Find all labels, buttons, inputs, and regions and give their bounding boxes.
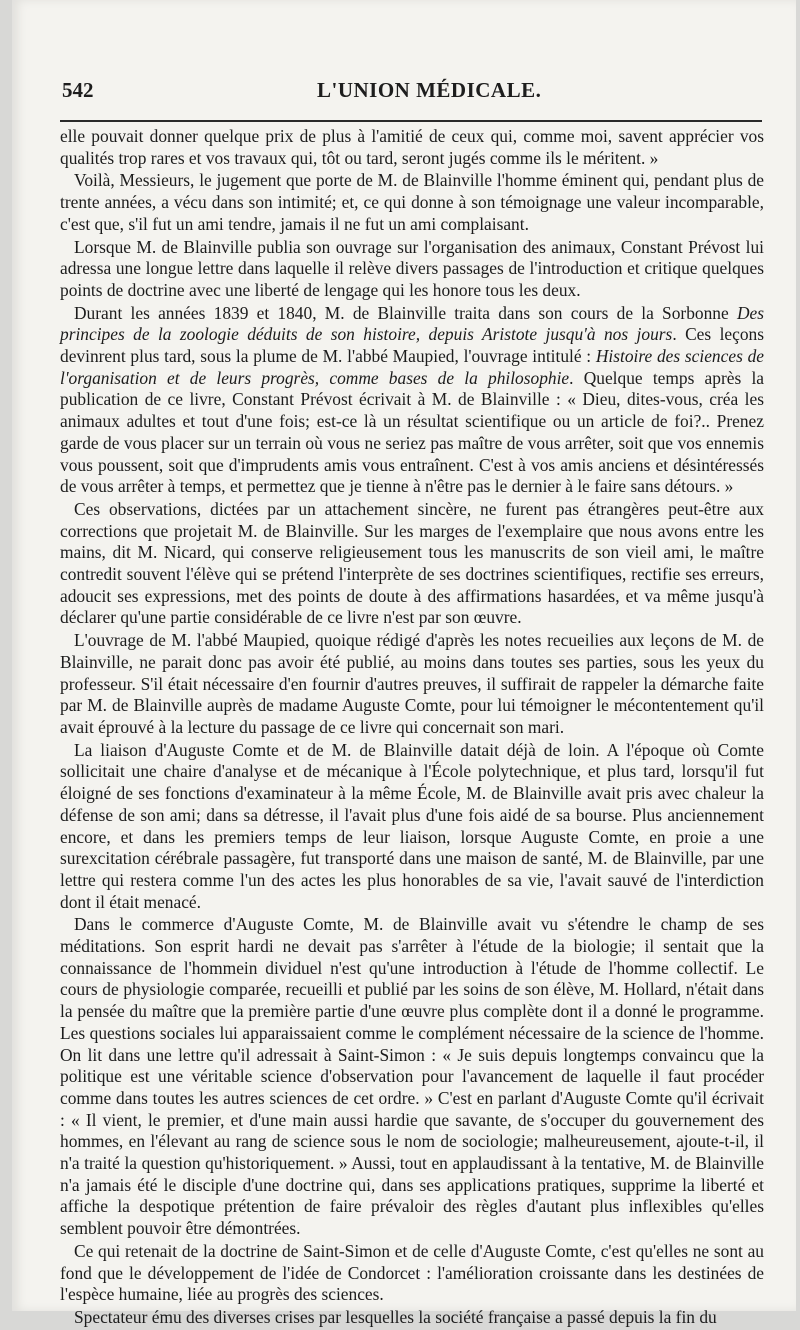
paragraph-text: Durant les années 1839 et 1840, M. de Blainville traita dans son cours de la Sorbonne <box>74 302 737 323</box>
paragraph-text: Lorsque M. de Blainville publia son ouvrage sur l'organisation des animaux, Constant Prévost lui adressa une longue lettre dans laquelle il relève divers passages de l'introduction et critique quelques points de doctrine avec une liberté de lengage qui les honore tous les deux. <box>60 236 764 300</box>
paragraph-text: . Ces leçons devinrent plus tard, sous la plume de M. l'abbé Maupied, l'ouvrage intitulé : <box>60 324 765 367</box>
running-header <box>62 78 752 106</box>
paragraph <box>60 303 764 498</box>
paragraph <box>60 1307 764 1329</box>
article-body <box>60 126 764 1330</box>
page-number: 542 <box>62 78 94 102</box>
paragraph-text: L'ouvrage de M. l'abbé Maupied, quoique rédigé d'après les notes recueilies aux leçons de M. de Blainville, ne parait donc pas avoir été publié, au moins dans toutes ses parties, sous les yeux du professeur. S'il était nécessaire d'en fournir d'autres preuves, il suffirait de rappeler la démarche faite par M. de Blainville auprès de madame Auguste Comte, pour lui témoigner le mécontentement qu'il avait éprouvé à la lecture du passage de ce livre qui concernait son mari. <box>60 630 764 737</box>
italic-title-text: Histoire des sciences de l'organisation et de leurs progrès, comme bases de la philosophie <box>60 346 764 388</box>
paragraph-text: . Quelque temps après la publication de ce livre, Constant Prévost écrivait à M. de Blainville : « Dieu, dites-vous, créa les animaux adultes et tout d'une fois; est-ce là un résultat scientifique ou un article de foi?.. Prenez garde de vous placer sur un terrain où vous ne seriez pas maître de vous arrêter, soit que vos ennemis vous poussent, soit que d'imprudents amis vous entraînent. C'est à vos amis anciens et désintéressés de vous arrêter à temps, et permettez que je tienne à n'être pas le dernier à le faire sans détours. » <box>60 367 765 497</box>
paragraph <box>60 740 764 914</box>
printed-page <box>12 0 796 1327</box>
paragraph <box>60 126 764 169</box>
paragraph <box>60 499 764 629</box>
paragraph <box>60 630 764 739</box>
paragraph <box>60 170 764 235</box>
paragraph <box>60 1241 764 1306</box>
italic-title-text: Des principes de la zoologie déduits de son histoire, depuis Aristote jusqu'à nos jours <box>60 302 764 345</box>
paragraph-text: elle pouvait donner quelque prix de plus à l'amitié de ceux qui, comme moi, savent apprécier vos qualités trop rares et vos travaux qui, tôt ou tard, seront jugés comme ils le méritent. » <box>60 126 764 168</box>
paragraph <box>60 237 764 302</box>
paragraph-text: Ce qui retenait de la doctrine de Saint-Simon et de celle d'Auguste Comte, c'est qu'elles ne sont au fond que le développement de l'idée de Condorcet : l'amélioration croissante dans les destinées de l'espèce humaine, liée au progrès des sciences. <box>60 1240 764 1305</box>
paragraph-text: Spectateur ému des diverses crises par lesquelles la société française a passé depuis la fin du <box>74 1306 717 1327</box>
paragraph-text: Ces observations, dictées par un attachement sincère, ne furent pas étrangères peut-être aux corrections que projetait M. de Blainville. Sur les marges de l'exemplaire que nous avons entre les mains, dit M. Nicard, qui conserve religieusement tous les manuscrits de son vieil ami, le maître contredit souvent l'élève qui se prétend l'interprète de ses doctrines scientifiques, rectifie ses erreurs, adoucit ses expressions, met des points de doute à des affirmations hasardées, et va même jusqu'à déclarer qu'une partie considérable de ce livre n'est par son œuvre. <box>60 498 764 628</box>
paragraph-text: La liaison d'Auguste Comte et de M. de Blainville datait déjà de loin. A l'époque où Comte sollicitait une chaire d'analyse et de mécanique à l'École polytechnique, et plus tard, lorsqu'il fut éloigné de ses fonctions d'examinateur à la même École, M. de Blainville avait pris avec chaleur la défense de son ami; dans sa détresse, il l'avait plus d'une fois aidé de sa bourse. Plus anciennement encore, et dans les premiers temps de leur liaison, lorsque Auguste Comte, en proie a une surexcitation cérébrale passagère, fut transporté dans une maison de santé, M. de Blainville, par une lettre qui restera comme l'un des actes les plus honorables de sa vie, l'avait sauvé de l'interdiction dont il était menacé. <box>60 739 764 912</box>
header-rule <box>60 120 762 122</box>
journal-title: L'UNION MÉDICALE. <box>317 78 542 102</box>
paragraph-text: Dans le commerce d'Auguste Comte, M. de Blainville avait vu s'étendre le champ de ses méditations. Son esprit hardi ne devait pas s'arrêter à l'étude de la biologie; il sentait que la connaissance de l'hommein dividuel n'est qu'une introduction à l'étude de l'homme collectif. Le cours de physiologie comparée, recueilli et publié par les soins de son élève, M. Hollard, n'était dans la pensée du maître que la première partie d'une œuvre plus complète dont il a donné le programme. Les questions sociales lui apparaissaient comme le complément nécessaire de la science de l'homme. On lit dans une lettre qu'il adressait à Saint-Simon : « Je suis depuis longtemps convaincu que la politique est une véritable science d'observation pour l'avancement de laquelle il faut procéder comme dans toutes les autres sciences de cet ordre. » C'est en parlant d'Auguste Comte qu'il écrivait : « Il vient, le premier, et d'une main aussi hardie que savante, de s'occuper du gouvernement des hommes, en l'élevant au rang de science sous le nom de sociologie; malheureusement, ajoute-t-il, il n'a traité la question qu'historiquement. » Aussi, tout en applaudissant à la tentative, M. de Blainville n'a jamais été le disciple d'une doctrine qui, dans ses applications pratiques, supprime la liberté et affiche la despotique prétention de faire prévaloir des règles d'autant plus inflexibles qu'elles semblent pouvoir être démontrées. <box>60 914 764 1239</box>
paragraph-text: Voilà, Messieurs, le jugement que porte de M. de Blainville l'homme éminent qui, pendant plus de trente années, a vécu dans son intimité; et, ce qui donne à son témoignage une valeur incomparable, c'est que, s'il fut un ami tendre, jamais il ne fut un ami complaisant. <box>60 170 764 234</box>
paragraph <box>60 914 764 1240</box>
